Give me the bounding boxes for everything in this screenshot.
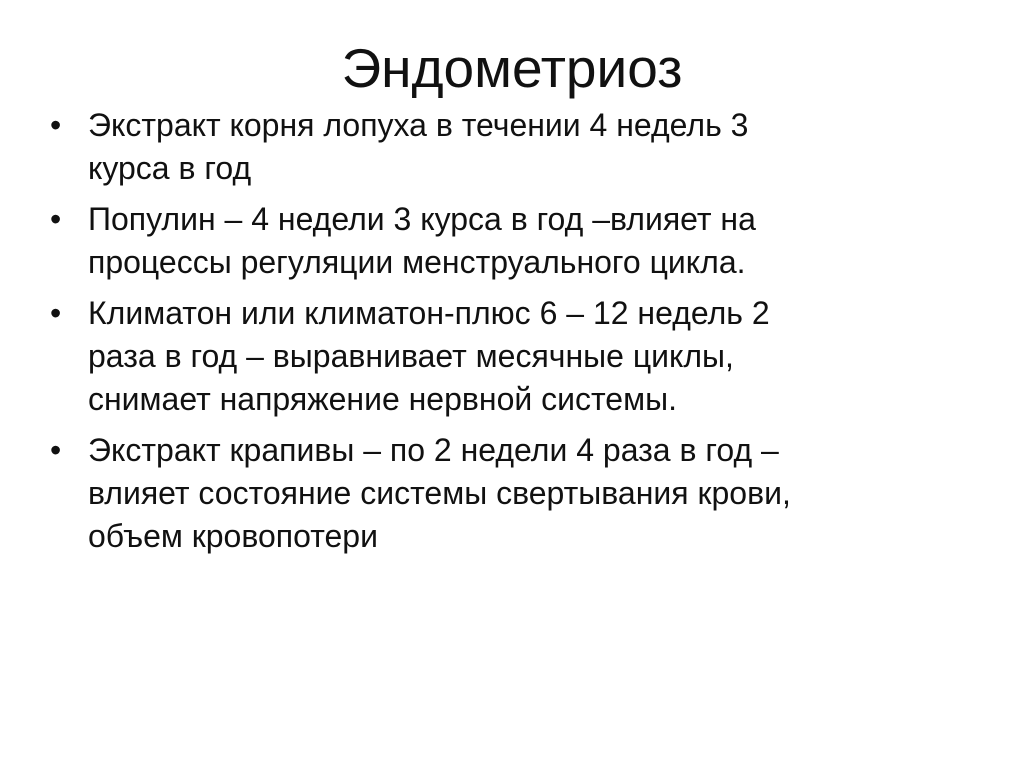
bullet-item [50,104,930,190]
bullet-list [50,104,930,566]
bullet-line: Популин – 4 недели 3 курса в год –влияет на [88,201,756,237]
bullet-line: снимает напряжение нервной системы. [88,381,677,417]
bullet-line: процессы регуляции менструального цикла. [88,244,746,280]
bullet-text [88,292,930,421]
bullet-marker: • [50,295,62,331]
slide-title: Эндометриоз [341,37,683,99]
bullet-line: Экстракт крапивы – по 2 недели 4 раза в год – [88,432,779,468]
bullet-text [88,104,930,190]
bullet-item [50,198,930,284]
bullet-line: объем кровопотери [88,518,378,554]
bullet-line: Климатон или климатон-плюс 6 – 12 недель 2 [88,295,770,331]
bullet-marker: • [50,201,62,237]
bullet-item [50,292,930,421]
bullet-line: влияет состояние системы свертывания крови, [88,475,791,511]
bullet-item [50,429,930,558]
bullet-text [88,198,930,284]
bullet-marker: • [50,432,62,468]
bullet-line: раза в год – выравнивает месячные циклы, [88,338,734,374]
bullet-marker: • [50,107,62,143]
bullet-line: Экстракт корня лопуха в течении 4 недель 3 [88,107,749,143]
bullet-text [88,429,930,558]
bullet-line: курса в год [88,150,252,186]
